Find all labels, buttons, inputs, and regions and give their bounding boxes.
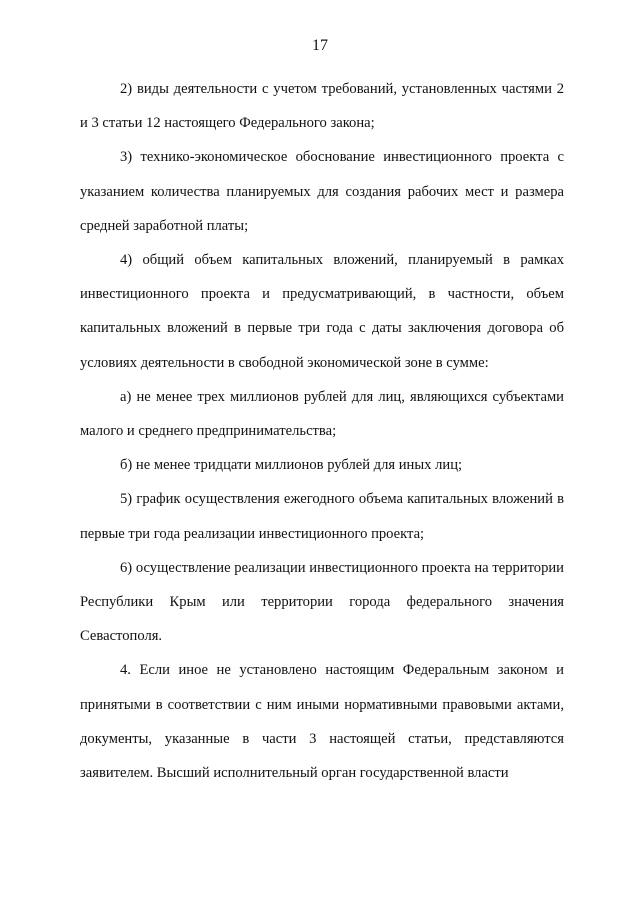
paragraph-subitem-a: а) не менее трех миллионов рублей для лиц, являющихся субъектами малого и среднего предпринимательства; xyxy=(80,388,564,440)
paragraph-item-3: 3) технико-экономическое обоснование инвестиционного проекта с указанием количества планируемых для создания рабочих мест и размера средней заработной платы; xyxy=(80,149,564,234)
paragraph-item-4: 4) общий объем капитальных вложений, планируемый в рамках инвестиционного проекта и предусматривающий, в частности, объем капитальных вложений в первые три года с даты заключения договора об условиях деятельности в свободной экономической зоне в сумме: xyxy=(80,252,564,371)
paragraph-item-5: 5) график осуществления ежегодного объема капитальных вложений в первые три года реализации инвестиционного проекта; xyxy=(80,491,564,542)
paragraph-subitem-b: б) не менее тридцати миллионов рублей для иных лиц; xyxy=(120,457,463,474)
document-body xyxy=(80,72,564,790)
paragraph-part-4: 4. Если иное не установлено настоящим Федеральным законом и принятыми в соответствии с ним иными нормативными правовыми актами, документы, указанные в части 3 настоящей статьи, представляются заявителем. Высший исполнительный орган государственной власти xyxy=(80,662,564,782)
paragraph-item-6: 6) осуществление реализации инвестиционного проекта на территории Республики Крым или территории города федерального значения Севастополя. xyxy=(80,559,564,645)
paragraph-item-2: 2) виды деятельности с учетом требований, установленных частями 2 и 3 статьи 12 настоящего Федерального закона; xyxy=(80,81,564,132)
page-number: 17 xyxy=(312,37,328,54)
